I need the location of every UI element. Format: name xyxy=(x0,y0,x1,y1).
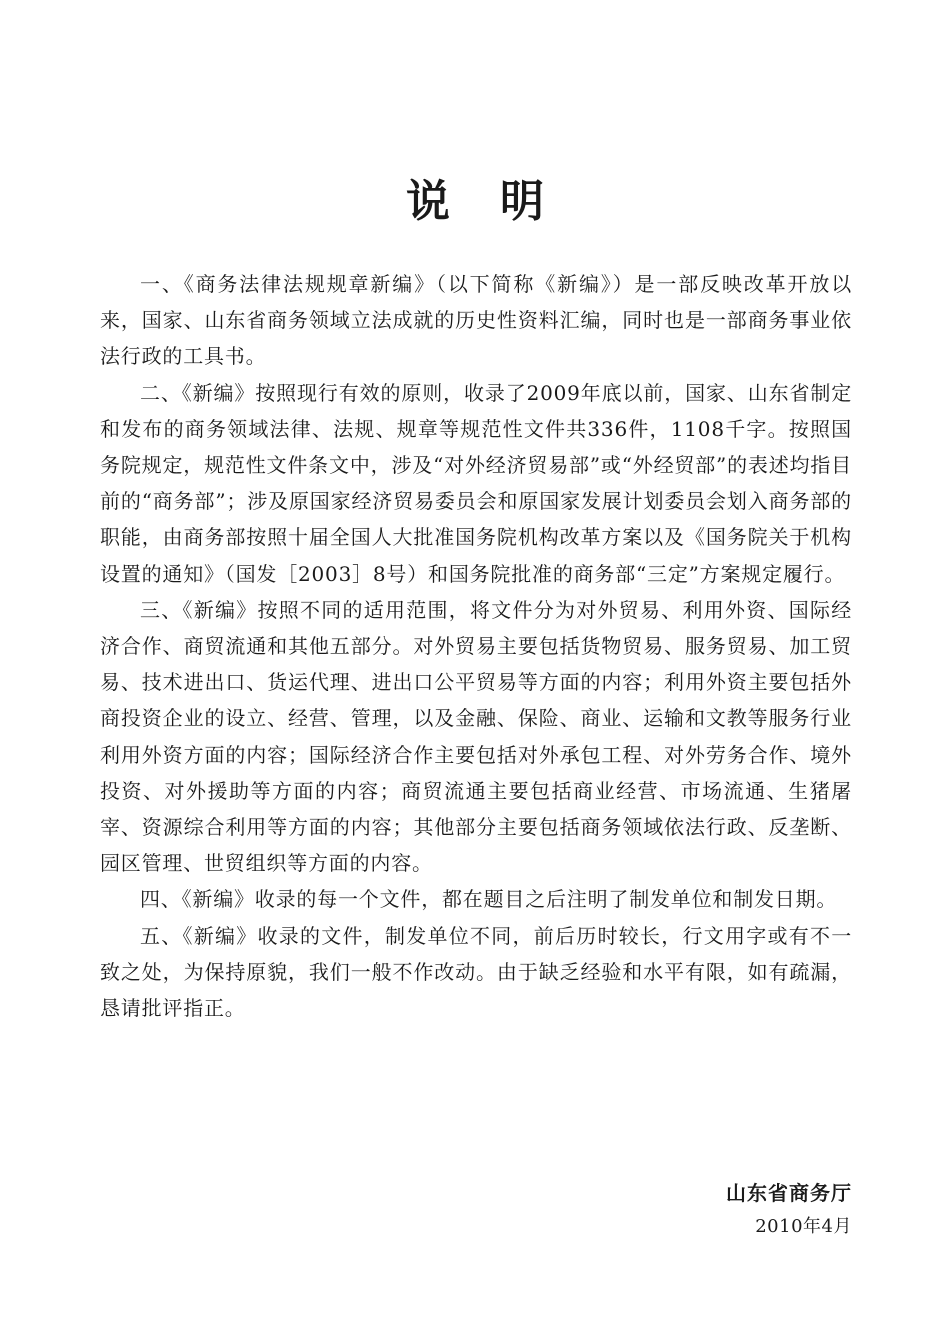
paragraph-1: 一、《商务法律法规规章新编》（以下简称《新编》）是一部反映改革开放以来，国家、山东省商务领域立法成就的历史性资料汇编，同时也是一部商务事业依法行政的工具书。 xyxy=(100,272,852,369)
paragraph-2: 二、《新编》按照现行有效的原则，收录了2009年底以前，国家、山东省制定和发布的商务领域法律、法规、规章等规范性文件共336件，1108千字。按照国务院规定，规范性文件条文中，涉及“对外经济贸易部”或“外经贸部”的表述均指目前的“商务部”；涉及原国家经济贸易委员会和原国家发展计划委员会划入商务部的职能，由商务部按照十届全国人大批准国务院机构改革方案以及《国务院关于机构设置的通知》（国发［2003］8号）和国务院批准的商务部“三定”方案规定履行。 xyxy=(100,380,852,586)
signature-date: 2010年4月 xyxy=(755,1216,852,1237)
page-title: 说明 xyxy=(406,176,594,227)
signature-block xyxy=(726,1176,852,1244)
paragraph-4: 四、《新编》收录的每一个文件，都在题目之后注明了制发单位和制发日期。 xyxy=(140,887,838,912)
document-body xyxy=(100,266,852,1026)
signature-organization: 山东省商务厅 xyxy=(726,1181,852,1205)
paragraph-5: 五、《新编》收录的文件，制发单位不同，前后历时较长，行文用字或有不一致之处，为保持原貌，我们一般不作改动。由于缺乏经验和水平有限，如有疏漏，恳请批评指正。 xyxy=(100,923,852,1021)
paragraph-3: 三、《新编》按照不同的适用范围，将文件分为对外贸易、利用外资、国际经济合作、商贸流通和其他五部分。对外贸易主要包括货物贸易、服务贸易、加工贸易、技术进出口、货运代理、进出口公平贸易等方面的内容；利用外资主要包括外商投资企业的设立、经营、管理，以及金融、保险、商业、运输和文教等服务行业利用外资方面的内容；国际经济合作主要包括对外承包工程、对外劳务合作、境外投资、对外援助等方面的内容；商贸流通主要包括商业经营、市场流通、生猪屠宰、资源综合利用等方面的内容；其他部分主要包括商务领域依法行政、反垄断、园区管理、世贸组织等方面的内容。 xyxy=(100,597,852,876)
